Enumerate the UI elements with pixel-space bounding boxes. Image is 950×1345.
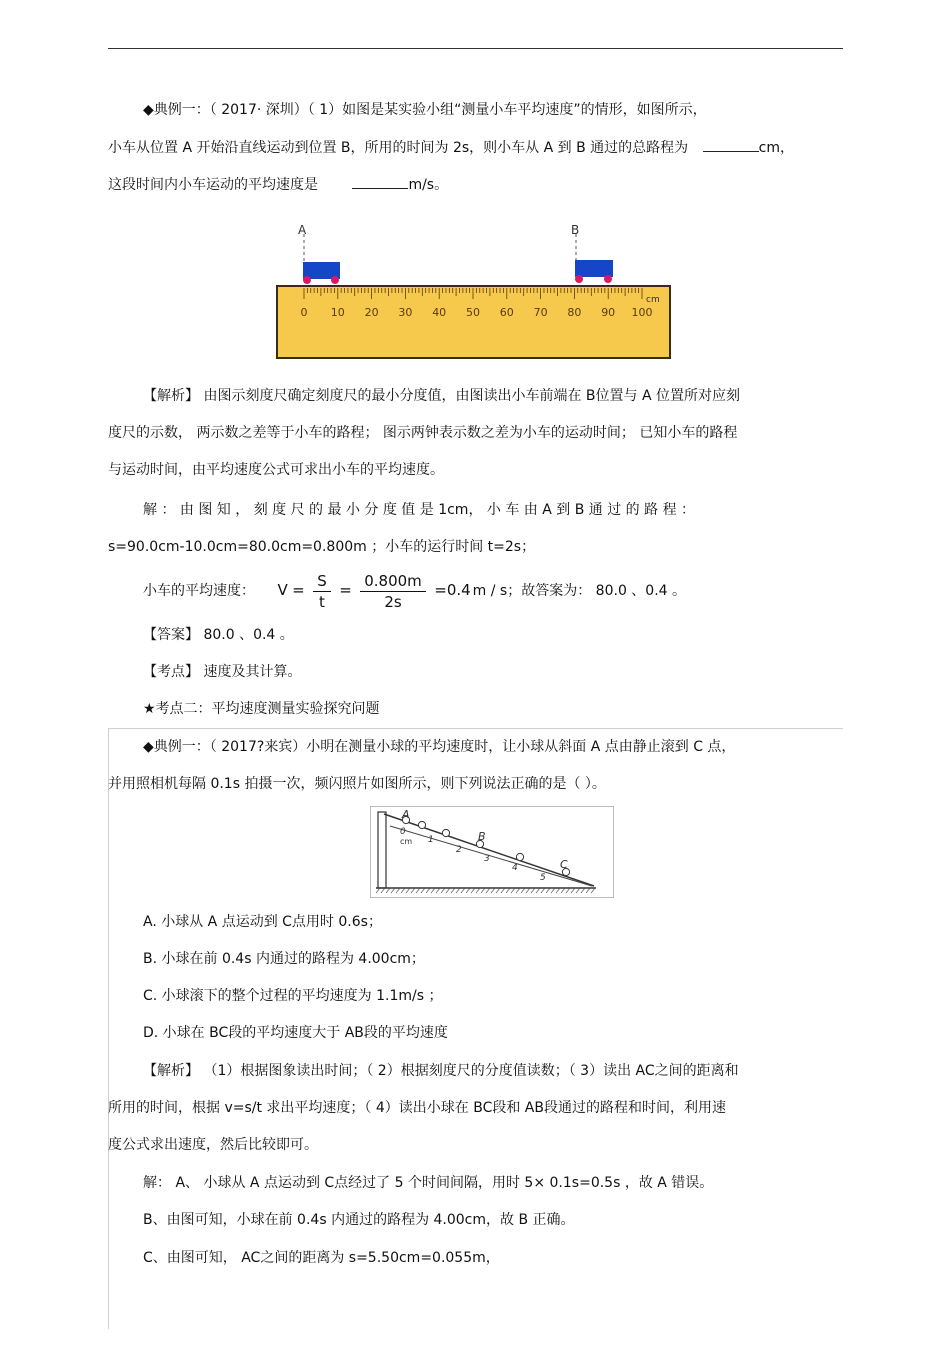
ball [418,821,425,828]
ruler-tick-label: 80 [567,306,582,319]
incline-figure [370,806,614,898]
car-b [575,260,613,277]
formula-label: 小车的平均速度： [143,583,255,599]
car-a-wheel [303,276,311,284]
ruler-tick-label: 60 [499,306,514,319]
ruler-car-figure [272,218,674,363]
solution2-a: 解： A、 小球从 A 点运动到 C点经过了 5 个时间间隔，用时 5× 0.1s=0.5s ，故 A 错误。 [143,1175,714,1191]
ruler-unit-label: cm [646,295,660,305]
marker-a-label: A [298,223,307,237]
answer1: 【答案】 80.0 、0.4 。 [143,627,294,643]
ruler-tick-label: 20 [364,306,379,319]
distance-unit: cm， [758,140,794,156]
incline-tick-label: 5 [540,873,546,883]
formula-tail: ；故答案为： 80.0 、0.4 。 [507,583,687,599]
section2-title: ★考点二：平均速度测量实验探究问题 [143,701,380,717]
marker-b-label: B [571,223,580,237]
analysis2-p1: 【解析】 （1）根据图象读出时间；（ 2）根据刻度尺的分度值读数；（ 3）读出 AC之间的距离和 [143,1063,739,1079]
ruler-tick-label: 100 [631,306,653,319]
ruler-tick-label: 90 [601,306,616,319]
option-a: A. 小球从 A 点运动到 C点用时 0.6s； [143,914,382,930]
example1-line2-text: 小车从位置 A 开始沿直线运动到位置 B，所用的时间为 2s，则小车从 A 到 B 通过的总路程为 [108,140,689,156]
incline-tick-label: 2 [456,845,462,855]
formula-numerator: 0.800m [360,571,426,592]
analysis1-p2: 度尺的示数， 两示数之差等于小车的路程； 图示两钟表示数之差为小车的运动时间； 已知小车的路程 [108,425,738,441]
car-b-wheel [575,275,583,283]
formula-fraction-values [360,571,426,612]
incline-tick-label: 4 [512,863,518,873]
analysis2-p3: 度公式求出速度，然后比较即可。 [108,1137,318,1153]
formula-line: 小车的平均速度： V = $\frac{S}{t}$ = $\frac{0.800m}{2s}$ =0.4 m / s；故答案为： 80.0 、0.4 。 [143,571,687,611]
car-a-wheel [331,276,339,284]
incline-label-c: C [560,858,568,871]
ruler-tick-label: 10 [330,306,345,319]
header-rule [108,48,843,49]
solution2-c: C、由图可知， AC之间的距离为 s=5.50cm=0.055m， [143,1250,500,1266]
option-d: D. 小球在 BC段的平均速度大于 AB段的平均速度 [143,1025,448,1041]
analysis2-p2: 所用的时间，根据 v=s/t 求出平均速度；（ 4）读出小球在 BC段和 AB段通过的路程和时间，利用速 [108,1100,726,1116]
incline-label-a: A [402,808,410,821]
speed-blank [352,174,408,189]
car-b-wheel [604,275,612,283]
example2-line2: 并用照相机每隔 0.1s 拍摄一次，频闪照片如图所示，则下列说法正确的是（ ）。 [108,776,606,792]
ball [442,829,449,836]
formula-result: 0.4 [446,581,471,599]
distance-blank [703,137,759,152]
incline-tick-label: 3 [484,854,490,864]
ball [516,853,523,860]
ruler-tick-label: 0 [300,306,308,319]
formula-denominator: 2s [384,592,402,611]
ruler-tick-label: 70 [533,306,548,319]
example2-line1: ◆典例一：（ 2017?来宾）小明在测量小球的平均速度时，让小球从斜面 A 点由静止滚到 C 点， [143,739,736,755]
analysis1-p1: 【解析】 由图示刻度尺确定刻度尺的最小分度值，由图读出小车前端在 B位置与 A 位置所对应刻 [143,388,740,404]
formula-s: S [313,571,331,592]
solution1-line2: s=90.0cm-10.0cm=80.0cm=0.800m ；小车的运行时间 t=2s； [108,539,536,555]
formula-unit: m / s [472,583,508,599]
example1-line3-text: 这段时间内小车运动的平均速度是 [108,177,318,193]
incline-label-b: B [478,830,486,843]
formula-fraction-st [313,571,331,612]
incline-tick-label: 0 [400,827,406,837]
solution2-b: B、由图可知，小球在前 0.4s 内通过的路程为 4.00cm，故 B 正确。 [143,1212,575,1228]
example1-line3 [108,174,448,195]
analysis1-p3: 与运动时间，由平均速度公式可求出小车的平均速度。 [108,462,444,478]
solution1-line1: 解 ： 由 图 知 ， 刻 度 尺 的 最 小 分 度 值 是 1cm， 小 车 由 A 到 B 通 过 的 路 程 ： [143,502,696,518]
option-b: B. 小球在前 0.4s 内通过的路程为 4.00cm； [143,951,425,967]
incline-tick-label: 1 [428,835,434,845]
speed-unit: m/s。 [408,177,449,193]
ruler-body [277,286,670,358]
kaodian1: 【考点】 速度及其计算。 [143,664,302,680]
ruler-tick-label: 40 [432,306,447,319]
formula-t: t [319,592,325,611]
example1-line2 [108,137,794,158]
option-c: C. 小球滚下的整个过程的平均速度为 1.1m/s ； [143,988,443,1004]
formula-v: V [277,581,288,599]
incline-unit: cm [400,837,413,846]
ruler-tick-label: 50 [466,306,480,319]
ruler-tick-label: 30 [398,306,413,319]
example1-line1: ◆典例一：（ 2017· 深圳）（ 1）如图是某实验小组“测量小车平均速度”的情形，如图所示， [143,102,707,118]
